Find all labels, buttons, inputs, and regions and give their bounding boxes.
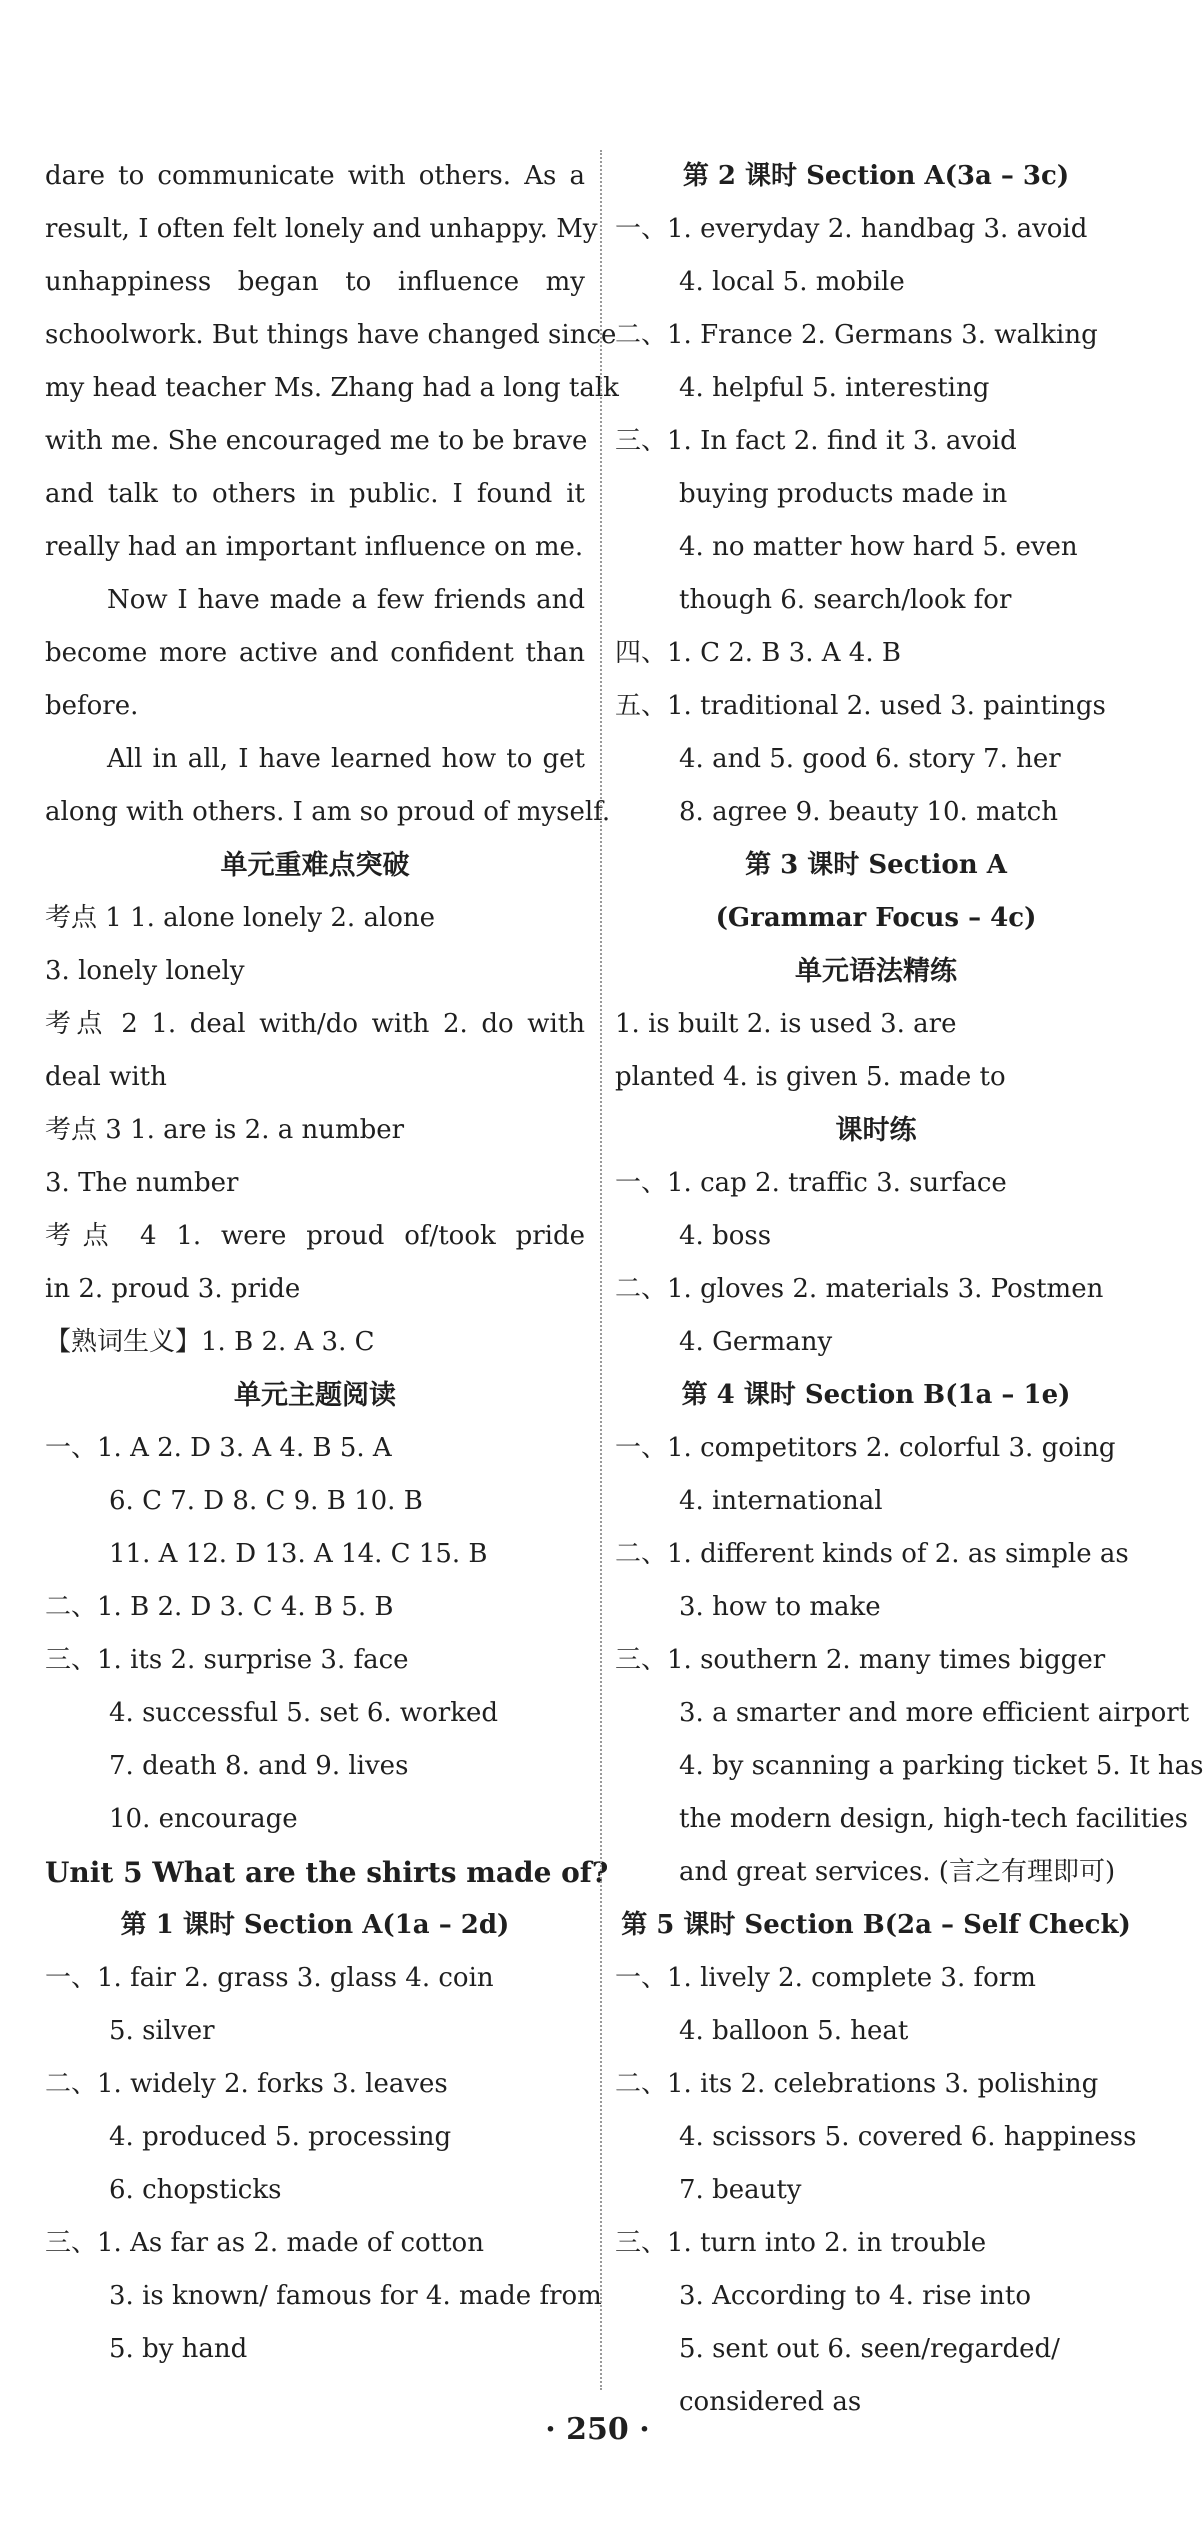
answer-line: 三、1. its 2. surprise 3. face: [45, 1645, 409, 1675]
answer-line: result, I often felt lonely and unhappy. My: [45, 214, 598, 244]
answer-line: 第 5 课时 Section B(2a – Self Check): [621, 1910, 1131, 1940]
answer-line: 三、1. southern 2. many times bigger: [615, 1645, 1106, 1675]
page-number: · 250 ·: [545, 2412, 650, 2447]
answer-line: 10. encourage: [109, 1804, 298, 1834]
answer-line: 11. A 12. D 13. A 14. C 15. B: [109, 1539, 488, 1569]
answer-line: 五、1. traditional 2. used 3. paintings: [615, 691, 1106, 721]
answer-line: 二、1. its 2. celebrations 3. polishing: [615, 2069, 1099, 2099]
answer-line: 4. helpful 5. interesting: [679, 373, 990, 403]
answer-line: 一、1. everyday 2. handbag 3. avoid: [615, 214, 1088, 244]
answer-line: 1. is built 2. is used 3. are: [615, 1009, 957, 1039]
answer-line: buying products made in: [679, 479, 1008, 509]
answer-line: 一、1. competitors 2. colorful 3. going: [615, 1433, 1116, 1463]
answer-line: 【熟词生义】1. B 2. A 3. C: [45, 1327, 375, 1357]
answer-line: 3. lonely lonely: [45, 956, 245, 986]
answer-line: 4. produced 5. processing: [109, 2122, 452, 2152]
answer-line: 二、1. widely 2. forks 3. leaves: [45, 2069, 448, 2099]
answer-line: 3. According to 4. rise into: [679, 2281, 1032, 2311]
answer-line: 考点 2 1. deal with/do with 2. do with: [45, 1009, 585, 1039]
answer-line: 7. beauty: [679, 2175, 802, 2205]
answer-line: 6. chopsticks: [109, 2175, 282, 2205]
left-column: [45, 150, 619, 2376]
answer-line: 3. a smarter and more efficient airport: [679, 1698, 1190, 1728]
answer-line: 二、1. B 2. D 3. C 4. B 5. B: [45, 1592, 394, 1622]
answer-line: 6. C 7. D 8. C 9. B 10. B: [109, 1486, 423, 1516]
answer-line: 8. agree 9. beauty 10. match: [679, 797, 1058, 827]
answer-line: 4. Germany: [679, 1327, 833, 1357]
answer-line: dare to communicate with others. As a: [45, 161, 585, 191]
answer-line: in 2. proud 3. pride: [45, 1274, 301, 1304]
answer-line: deal with: [45, 1062, 167, 1092]
answer-line: 第 3 课时 Section A: [745, 850, 1007, 880]
answer-line: 单元重难点突破: [220, 850, 410, 881]
answer-line: 3. how to make: [679, 1592, 881, 1622]
answer-line: 课时练: [835, 1115, 917, 1146]
answer-line: 考点 4 1. were proud of/took pride: [45, 1221, 585, 1251]
answer-line: 3. The number: [45, 1168, 239, 1198]
answer-line: with me. She encouraged me to be brave: [45, 426, 588, 456]
answer-line: 一、1. lively 2. complete 3. form: [615, 1963, 1036, 1993]
answer-line: 4. and 5. good 6. story 7. her: [679, 744, 1061, 774]
answer-line: 考点 1 1. alone lonely 2. alone: [45, 903, 436, 933]
answer-line: 5. silver: [109, 2016, 215, 2046]
answer-line: 4. by scanning a parking ticket 5. It has: [679, 1751, 1203, 1781]
answer-line: 单元语法精练: [795, 956, 957, 987]
answer-line: 5. by hand: [109, 2334, 248, 2364]
answer-line: 3. is known/ famous for 4. made from: [109, 2281, 602, 2311]
answer-line: 三、1. As far as 2. made of cotton: [45, 2228, 484, 2258]
answer-line: (Grammar Focus – 4c): [715, 903, 1037, 933]
answer-line: Unit 5 What are the shirts made of?: [45, 1856, 609, 1889]
answer-line: 单元主题阅读: [234, 1380, 396, 1411]
answer-line: planted 4. is given 5. made to: [615, 1062, 1006, 1092]
answer-line: 第 4 课时 Section B(1a – 1e): [681, 1380, 1071, 1410]
answer-line: 4. local 5. mobile: [679, 267, 905, 297]
answer-line: though 6. search/look for: [679, 585, 1012, 615]
answer-line: 4. no matter how hard 5. even: [679, 532, 1078, 562]
answer-line: 7. death 8. and 9. lives: [109, 1751, 409, 1781]
answer-line: Now I have made a few friends and: [107, 585, 585, 615]
right-column: [615, 150, 1203, 2429]
answer-line: 三、1. turn into 2. in trouble: [615, 2228, 987, 2258]
answer-line: 三、1. In fact 2. find it 3. avoid: [615, 426, 1017, 456]
answer-line: 四、1. C 2. B 3. A 4. B: [615, 638, 901, 668]
column-divider: [600, 150, 602, 2390]
answer-line: schoolwork. But things have changed since: [45, 320, 617, 350]
answer-line: become more active and confident than: [45, 638, 585, 668]
answer-line: 二、1. France 2. Germans 3. walking: [615, 320, 1098, 350]
answer-line: and talk to others in public. I found it: [45, 479, 585, 509]
answer-line: along with others. I am so proud of myself.: [45, 797, 611, 827]
answer-line: my head teacher Ms. Zhang had a long talk: [45, 373, 619, 403]
answer-line: before.: [45, 691, 139, 721]
answer-line: and great services. (言之有理即可): [679, 1857, 1116, 1887]
answer-line: 第 1 课时 Section A(1a – 2d): [120, 1910, 510, 1940]
answer-line: the modern design, high-tech facilities: [679, 1804, 1188, 1834]
answer-line: 4. boss: [679, 1221, 772, 1251]
answer-line: 考点 3 1. are is 2. a number: [45, 1115, 405, 1145]
answer-line: considered as: [679, 2387, 862, 2417]
answer-line: 二、1. different kinds of 2. as simple as: [615, 1539, 1129, 1569]
answer-line: 第 2 课时 Section A(3a – 3c): [682, 161, 1070, 191]
answer-line: 5. sent out 6. seen/regarded/: [679, 2334, 1060, 2364]
answer-line: unhappiness began to influence my: [45, 267, 585, 297]
answer-line: 4. international: [679, 1486, 883, 1516]
answer-line: 4. successful 5. set 6. worked: [109, 1698, 499, 1728]
answer-line: 一、1. fair 2. grass 3. glass 4. coin: [45, 1963, 494, 1993]
answer-line: 一、1. A 2. D 3. A 4. B 5. A: [45, 1433, 392, 1463]
answer-line: All in all, I have learned how to get: [107, 744, 585, 774]
answer-line: 二、1. gloves 2. materials 3. Postmen: [615, 1274, 1104, 1304]
answer-line: really had an important influence on me.: [45, 532, 584, 562]
answer-line: 4. balloon 5. heat: [679, 2016, 909, 2046]
answer-line: 一、1. cap 2. traffic 3. surface: [615, 1168, 1007, 1198]
answer-line: 4. scissors 5. covered 6. happiness: [679, 2122, 1137, 2152]
